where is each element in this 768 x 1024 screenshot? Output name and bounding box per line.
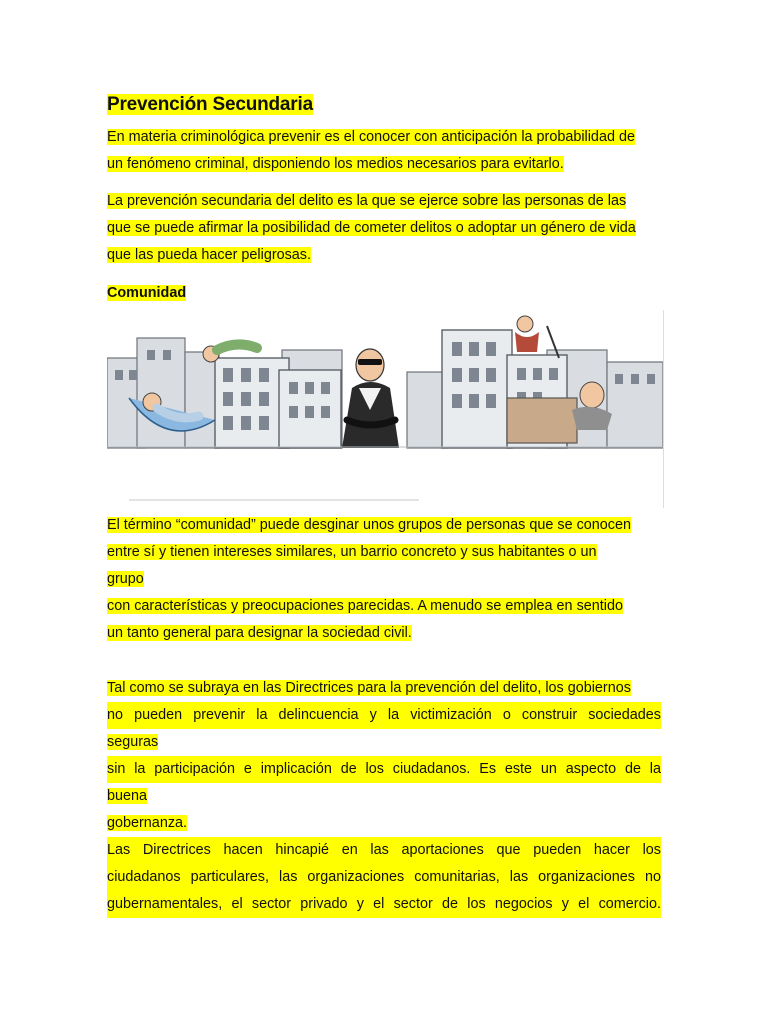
community-paragraph [107, 512, 661, 647]
text-line: no pueden prevenir la delincuencia y la victimización o construir sociedades [107, 702, 661, 729]
intro-paragraph [107, 124, 661, 178]
text-line: que se puede afirmar la posibilidad de cometer delitos o adoptar un género de vida [107, 220, 636, 236]
secondary-prevention-paragraph [107, 188, 661, 269]
text-line: gobernanza. [107, 815, 188, 831]
text-line: gubernamentales, el sector privado y el sector de los negocios y el comercio. [107, 891, 661, 918]
community-illustration [107, 310, 664, 508]
community-heading: Comunidad [107, 285, 187, 301]
text-line: que las pueda hacer peligrosas. [107, 247, 312, 263]
text-line: La prevención secundaria del delito es la que se ejerce sobre las personas de las [107, 193, 627, 209]
text-line: entre sí y tienen intereses similares, un barrio concreto y sus habitantes o un [107, 544, 597, 560]
text-line: ciudadanos particulares, las organizaciones comunitarias, las organizaciones no [107, 864, 661, 891]
text-line: Las Directrices hacen hincapié en las aportaciones que pueden hacer los [107, 837, 661, 864]
text-line: sin la participación e implicación de los ciudadanos. Es este un aspecto de la [107, 756, 661, 783]
text-line: un fenómeno criminal, disponiendo los medios necesarios para evitarlo. [107, 156, 564, 172]
text-line: grupo [107, 571, 144, 587]
text-line: un tanto general para designar la sociedad civil. [107, 625, 412, 641]
text-line: seguras [107, 734, 159, 750]
text-line: En materia criminológica prevenir es el conocer con anticipación la probabilidad de [107, 129, 635, 145]
text-line: Tal como se subraya en las Directrices para la prevención del delito, los gobiernos [107, 680, 631, 696]
text-line: con características y preocupaciones parecidas. A menudo se emplea en sentido [107, 598, 623, 614]
directrices-paragraph [107, 675, 661, 918]
city-cartoon-image [107, 310, 663, 508]
text-line: buena [107, 788, 148, 804]
text-line: El término “comunidad” puede desginar unos grupos de personas que se conocen [107, 517, 631, 533]
page-title: Prevención Secundaria [107, 94, 313, 115]
